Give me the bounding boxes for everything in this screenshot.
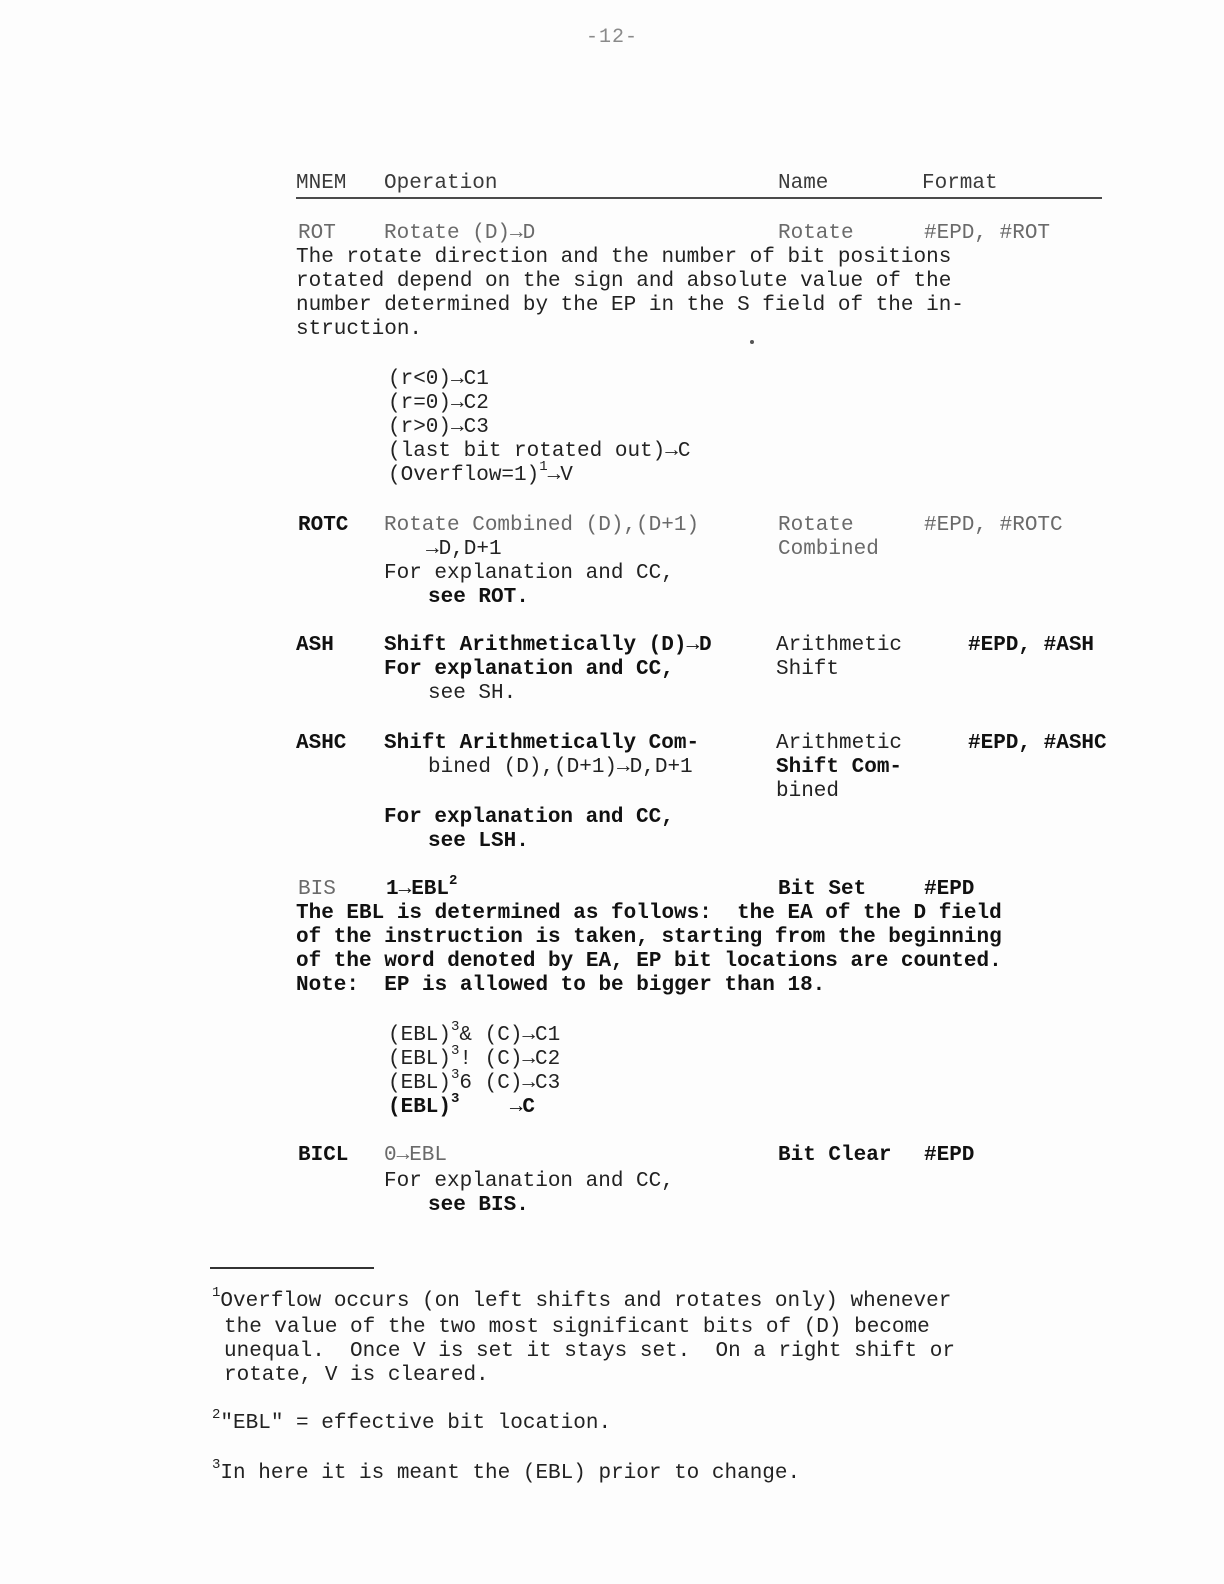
bis-desc-line: of the word denoted by EA, EP bit locations are counted.: [296, 950, 1002, 973]
bis-cc-rhs: ! (C)→C2: [459, 1048, 561, 1071]
rotc-operation-cont: →D,D+1: [426, 538, 502, 561]
bis-cc-lhs: (EBL): [388, 1072, 452, 1095]
footnote-1-mark: 1: [212, 1285, 221, 1301]
footnote-ref-1: 1: [539, 459, 548, 475]
rot-desc-line: The rotate direction and the number of bit positions: [296, 246, 952, 269]
rotc-see: see ROT.: [428, 586, 529, 609]
ash-name: Arithmetic: [776, 634, 903, 657]
bis-cc-line: [388, 1091, 536, 1120]
footnote-ref-2: 2: [449, 873, 458, 889]
rot-cc-line: (r>0)→C3: [388, 416, 489, 439]
bis-desc-line: of the instruction is taken, starting from the beginning: [296, 926, 1002, 949]
footnote-3-text: In here it is meant the (EBL) prior to change.: [220, 1462, 801, 1485]
rot-mnem: ROT: [298, 222, 336, 245]
rot-cc-line: (r<0)→C1: [388, 368, 489, 391]
rotc-note: For explanation and CC,: [384, 562, 674, 585]
rot-cc-overflow: [388, 459, 573, 488]
bis-cc-line: [388, 1067, 561, 1096]
footnote-2-text: "EBL" = effective bit location.: [220, 1412, 612, 1435]
ashc-format: #EPD, #ASHC: [968, 732, 1107, 755]
ashc-operation-cont: bined (D),(D+1)→D,D+1: [428, 756, 693, 779]
header-name: Name: [778, 172, 829, 195]
ashc-mnem: ASHC: [296, 732, 347, 755]
bicl-name: Bit Clear: [778, 1144, 892, 1167]
ashc-note: For explanation and CC,: [384, 806, 674, 829]
rot-desc-line: number determined by the EP in the S field of the in-: [296, 294, 964, 317]
ash-see: see SH.: [428, 682, 517, 705]
footnote-ref-3: 3: [451, 1043, 460, 1059]
rot-cc-overflow-text: (Overflow=1): [388, 464, 540, 487]
bis-format: #EPD: [924, 878, 975, 901]
footnote-1-line: rotate, V is cleared.: [224, 1364, 489, 1387]
scan-speck: [750, 340, 754, 344]
rot-cc-line: (r=0)→C2: [388, 392, 489, 415]
page-number: -12-: [585, 26, 638, 49]
rotc-mnem: ROTC: [298, 514, 349, 537]
footnote-ref-3: 3: [451, 1019, 460, 1035]
header-rule: [296, 197, 1102, 199]
bicl-operation: 0→EBL: [384, 1144, 448, 1167]
ashc-name-cont: Shift Com-: [776, 756, 903, 779]
bis-operation: [386, 873, 458, 902]
ashc-name: Arithmetic: [776, 732, 903, 755]
bicl-note: For explanation and CC,: [384, 1170, 674, 1193]
footnote-1: [212, 1285, 952, 1314]
ash-format: #EPD, #ASH: [968, 634, 1095, 657]
rotc-format: #EPD, #ROTC: [924, 514, 1063, 537]
ashc-see: see LSH.: [428, 830, 529, 853]
rot-format: #EPD, #ROT: [924, 222, 1051, 245]
ash-name-cont: Shift: [776, 658, 840, 681]
ashc-name-cont2: bined: [776, 780, 840, 803]
ash-operation: Shift Arithmetically (D)→D: [384, 634, 712, 657]
bis-desc-line: The EBL is determined as follows: the EA of the D field: [296, 902, 1002, 925]
footnote-3: [212, 1457, 801, 1486]
bis-cc-lhs: (EBL): [388, 1048, 452, 1071]
bis-cc-line: [388, 1043, 561, 1072]
footnote-ref-3: 3: [451, 1091, 460, 1107]
rot-cc-overflow-tail: →V: [547, 464, 573, 487]
rotc-name: Rotate: [778, 514, 854, 537]
bis-cc-rhs: 6 (C)→C3: [459, 1072, 561, 1095]
bicl-format: #EPD: [924, 1144, 975, 1167]
bis-cc-lhs: (EBL): [388, 1024, 452, 1047]
rot-desc-line: rotated depend on the sign and absolute value of the: [296, 270, 952, 293]
bis-name: Bit Set: [778, 878, 867, 901]
ashc-operation: Shift Arithmetically Com-: [384, 732, 700, 755]
bis-cc-line: [388, 1019, 561, 1048]
header-mnem: MNEM: [296, 172, 347, 195]
bis-mnem: BIS: [298, 878, 336, 901]
header-operation: Operation: [384, 172, 498, 195]
rot-name: Rotate: [778, 222, 854, 245]
footnote-1-line: Overflow occurs (on left shifts and rotates only) whenever: [220, 1290, 952, 1313]
footnote-1-line: unequal. Once V is set it stays set. On a right shift or: [224, 1340, 955, 1363]
ash-note: For explanation and CC,: [384, 658, 674, 681]
bis-cc-lhs: (EBL): [388, 1096, 452, 1119]
header-format: Format: [922, 172, 998, 195]
footnote-ref-3: 3: [451, 1067, 460, 1083]
rotc-operation: Rotate Combined (D),(D+1): [384, 514, 700, 537]
footnote-rule: [210, 1267, 374, 1269]
rot-operation: Rotate (D)→D: [384, 222, 536, 245]
bis-cc-rhs: →C: [459, 1096, 536, 1119]
ash-mnem: ASH: [296, 634, 334, 657]
bicl-see: see BIS.: [428, 1194, 529, 1217]
bicl-mnem: BICL: [298, 1144, 349, 1167]
footnote-3-mark: 3: [212, 1457, 221, 1473]
footnote-2: [212, 1407, 612, 1436]
rot-desc-line: struction.: [296, 318, 423, 341]
bis-cc-rhs: & (C)→C1: [459, 1024, 561, 1047]
bis-desc-line: Note: EP is allowed to be bigger than 18.: [296, 974, 826, 997]
bis-operation-text: 1→EBL: [386, 878, 450, 901]
footnote-1-line: the value of the two most significant bits of (D) become: [224, 1316, 930, 1339]
footnote-2-mark: 2: [212, 1407, 221, 1423]
rotc-name-cont: Combined: [778, 538, 879, 561]
rot-cc-line: (last bit rotated out)→C: [388, 440, 691, 463]
